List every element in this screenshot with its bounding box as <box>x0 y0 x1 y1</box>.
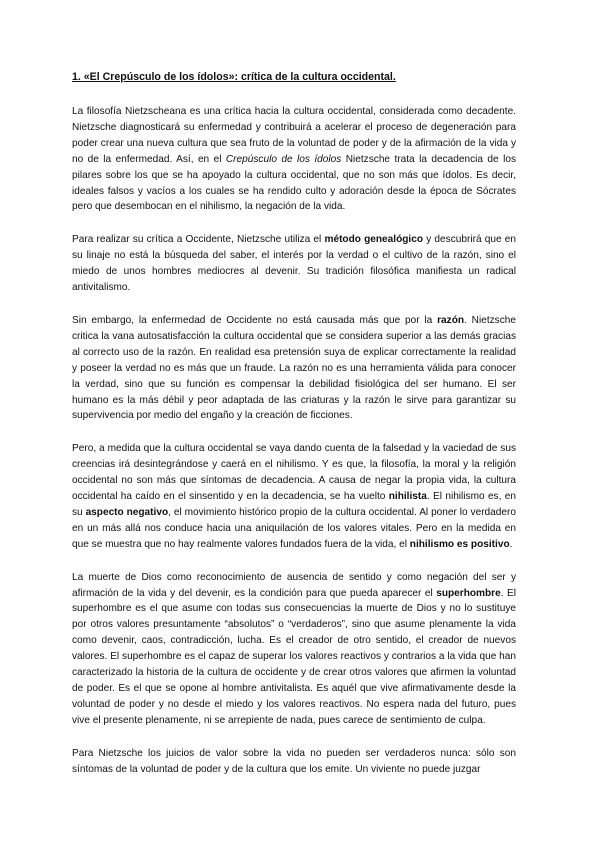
paragraph-1 <box>72 104 516 215</box>
p4-text-b: . El nihilismo es, en su <box>72 491 516 518</box>
p1-text-b: Nietzsche trata la decadencia de los pilares sobre los que se ha apoyado la cultura occidental, que no son más que ídolos. Es decir, ideales falsos y vacíos a los cuales se ha rendido culto y adoración desde la época de Sócrates pero que desembocan en el nihilismo, la negación de la vida. <box>72 153 516 213</box>
p6-text-a: Para Nietzsche los juicios de valor sobre la vida no pueden ser verdaderos nunca: sólo son síntomas de la voluntad de poder y de la cultura que los emite. Un viviente no puede juzgar <box>72 747 516 775</box>
p4-text-a: Pero, a medida que la cultura occidental se vaya dando cuenta de la falsedad y la vaciedad de sus creencias irá desintegrándose y caerá en el nihilismo. Y es que, la filosofía, la moral y la religión occidental no son más que síntomas de decadencia. A causa de negar la propia vida, la cultura occidental ha caído en el sinsentido y en la decadencia, se ha vuelto <box>72 443 516 503</box>
paragraph-3 <box>72 313 516 424</box>
p3-text-a: Sin embargo, la enfermedad de Occidente no está causada más que por la <box>72 314 438 326</box>
p4-text-c: , el movimiento histórico propio de la cultura occidental. Al poner lo verdadero en un más allá nos conduce hacia una aniquilación de los valores vitales. Pero en la medida en que se muestra que no hay realmente valores fundados fuera de la vida, el <box>72 506 516 550</box>
p1-text-a: La filosofía Nietzscheana es una crítica hacia la cultura occidental, considerada como decadente. Nietzsche diagnosticará su enfermedad y contribuirá a acelerar el proceso de degeneración para poder crear una nueva cultura que sea fruto de la voluntad de poder y de la afirmación de la vida y no de la enfermedad. Así, en el <box>72 106 516 165</box>
p4-bold-term-3: nihilismo es positivo <box>409 538 510 550</box>
section-title: 1. «El Crepúsculo de los ídolos»: crítica de la cultura occidental. <box>72 71 396 83</box>
paragraph-4 <box>72 441 516 552</box>
p2-bold-term: método genealógico <box>324 234 424 246</box>
p5-text-b: . El superhombre es el que asume con todas sus consecuencias la muerte de Dios y no lo sustituye por otros valores presuntamente “absolutos” o “verdaderos”, sino que asume plenamente la vida como devenir, caos, contradicción, lucha. Es el creador de otro sentido, el creador de nuevos valores. El superhombre es el capaz de superar los valores reactivos y contrarios a la vida que han caracterizado la historia de la cultura de occidente y de crear otros valores que afirmen la voluntad de poder. Es el que se opone al hombre antivitalista. Es aquél que vive afirmativamente desde la voluntad de poder y no desde el miedo y los valores reactivos. No espera nada del futuro, pues vive el presente plenamente, ni se arrepiente de nada, pues carece de sentimiento de culpa. <box>72 587 516 726</box>
p5-text-a: La muerte de Dios como reconocimiento de ausencia de sentido y como negación del ser y afirmación de la vida y del devenir, es la condición para que pueda aparecer el <box>72 571 516 599</box>
p1-italic-title: Crepúsculo de los ídolos <box>225 153 342 165</box>
paragraph-6 <box>72 746 516 778</box>
p3-bold-term: razón <box>437 314 465 326</box>
p4-text-d: . <box>509 538 513 550</box>
p5-bold-term: superhombre <box>436 587 501 599</box>
p2-text-a: Para realizar su crítica a Occidente, Nietzsche utiliza el <box>72 234 325 246</box>
p4-bold-term-1: nihilista <box>388 491 427 503</box>
p3-text-b: . Nietzsche critica la vana autosatisfacción la cultura occidental que se considera superior a las demás gracias al correcto uso de la razón. En realidad esa pretensión suya de explicar correctamente la realidad y poseer la verdad no es más que un fraude. La razón no es una herramienta válida para conocer la verdad, sino que su función es compensar la debilidad fisiológica del ser humano. El ser humano es la más débil y peor adaptada de las criaturas y la razón le sirve para garantizar su supervivencia por medio del engaño y la creación de ficciones. <box>72 314 516 422</box>
paragraph-2 <box>72 232 516 296</box>
paragraph-5 <box>72 570 516 729</box>
p4-bold-term-2: aspecto negativo <box>85 506 169 518</box>
p2-text-b: y descubrirá que en su linaje no está la búsqueda del saber, el interés por la verdad o el cultivo de la razón, sino el miedo de unos hombres mediocres al devenir. Su tradición filosófica manifiesta un radical antivitalismo. <box>72 234 516 294</box>
